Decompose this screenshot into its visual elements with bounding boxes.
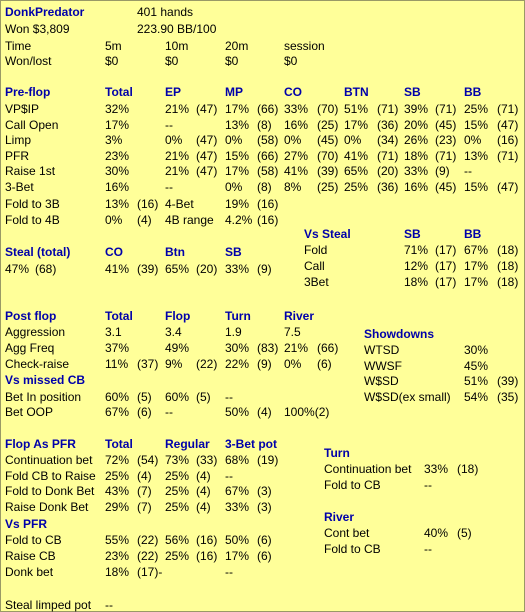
vs-steal-cell: (17) — [435, 259, 457, 273]
postflop-cell: (66) — [317, 341, 339, 355]
postflop-cell: 49% — [165, 341, 190, 355]
preflop-cell: 16% — [284, 117, 309, 132]
river-count: (5) — [457, 526, 472, 540]
vs-pfr-cell: (16) — [196, 549, 218, 563]
preflop-row-label: 3-Bet — [5, 179, 34, 194]
preflop-cell: (25) — [317, 179, 339, 194]
turn-value: 33% — [424, 462, 449, 476]
preflop-cell: 23% — [105, 148, 130, 163]
fold-3b-count: (16) — [137, 197, 159, 211]
showdown-value: 54% — [464, 389, 489, 404]
flop-as-pfr-cell: -- — [225, 468, 233, 483]
steal-col-header: SB — [225, 245, 242, 259]
flop-as-pfr-cell: (4) — [196, 484, 211, 498]
vs-pfr-cell: 23% — [105, 549, 130, 563]
preflop-cell: (45) — [317, 133, 339, 147]
vs-pfr-title: Vs PFR — [5, 517, 48, 531]
postflop-row-label: Agg Freq — [5, 341, 55, 355]
steal-cell: (39) — [137, 262, 159, 276]
showdown-row-label: W$SD(ex small) — [364, 389, 451, 404]
postflop-col-header: Flop — [165, 309, 191, 323]
period-header: session — [284, 39, 325, 53]
fold-4b-value: 0% — [105, 213, 123, 227]
vs-pfr-cell: 50% — [225, 533, 250, 547]
postflop-row-label: Check-raise — [5, 357, 70, 371]
postflop-cell: 3.1 — [105, 325, 122, 339]
preflop-cell: (58) — [257, 133, 279, 147]
preflop-row-label: PFR — [5, 148, 29, 163]
river-row-label: Fold to CB — [324, 542, 381, 556]
postflop-cell: 1.9 — [225, 325, 242, 339]
vs-steal-cell: 12% — [404, 259, 429, 273]
flop-as-pfr-cell: (33) — [196, 453, 218, 467]
postflop-row-label: Aggression — [5, 325, 66, 339]
flop-as-pfr-cell: 33% — [225, 499, 250, 514]
steal-cell: 65% — [165, 262, 190, 276]
preflop-cell: (39) — [317, 164, 339, 178]
preflop-cell: (25) — [317, 117, 339, 132]
preflop-cell: -- — [464, 164, 472, 178]
vs-steal-cell: (18) — [497, 259, 519, 273]
postflop-cell: 3.4 — [165, 325, 182, 339]
vs-pfr-cell: (6) — [257, 533, 272, 547]
preflop-cell: 17% — [344, 117, 369, 132]
four-bet-range-label: 4B range — [165, 213, 214, 227]
missed-cb-cell: -- — [165, 405, 173, 419]
preflop-cell: 13% — [464, 148, 489, 163]
steal-col-header: Btn — [165, 245, 185, 259]
four-bet-label: 4-Bet — [165, 197, 194, 211]
preflop-cell: 17% — [225, 102, 250, 116]
preflop-col-header: Total — [105, 85, 133, 99]
preflop-cell: 16% — [404, 179, 429, 194]
turn-count: (18) — [457, 462, 479, 476]
postflop-cell: 7.5 — [284, 325, 301, 339]
steal-limped-pot-value: -- — [105, 598, 113, 612]
preflop-cell: (20) — [377, 164, 399, 178]
preflop-cell: 26% — [404, 133, 429, 147]
preflop-col-header: SB — [404, 85, 421, 99]
preflop-cell: (8) — [257, 117, 272, 132]
preflop-row-label: VP$IP — [5, 102, 40, 116]
preflop-cell: (45) — [435, 179, 457, 194]
vs-pfr-cell: (22) — [137, 549, 159, 563]
preflop-cell: 0% — [344, 133, 362, 147]
preflop-row-label: Limp — [5, 133, 32, 147]
preflop-cell: 15% — [464, 117, 489, 132]
preflop-cell: 27% — [284, 148, 309, 163]
preflop-cell: 0% — [225, 179, 243, 194]
preflop-cell: 15% — [464, 179, 489, 194]
flop-as-pfr-col-header: 3-Bet pot — [225, 437, 277, 451]
steal-total-count: (68) — [35, 262, 57, 276]
preflop-col-header: CO — [284, 85, 302, 99]
showdown-value: 51% — [464, 374, 489, 388]
preflop-cell: 0% — [165, 133, 183, 147]
flop-as-pfr-cell: 67% — [225, 484, 250, 498]
preflop-cell: (9) — [435, 164, 450, 178]
fold-4b-label: Fold to 4B — [5, 213, 60, 227]
preflop-cell: 41% — [284, 164, 309, 178]
preflop-cell: (71) — [497, 148, 519, 163]
preflop-cell: 33% — [284, 102, 309, 116]
river-value: -- — [424, 542, 432, 556]
vs-pfr-row-label: Fold to CB — [5, 533, 62, 547]
preflop-cell: (36) — [377, 179, 399, 194]
preflop-cell: (71) — [377, 148, 399, 163]
missed-cb-cell: -- — [225, 390, 233, 404]
preflop-cell: (71) — [435, 148, 457, 163]
preflop-cell: (47) — [196, 164, 218, 178]
preflop-col-header: EP — [165, 85, 182, 99]
fold-3b-value: 13% — [105, 197, 130, 211]
flop-as-pfr-col-header: Total — [105, 437, 133, 451]
postflop-cell: (22) — [196, 357, 218, 371]
flop-as-pfr-cell: (4) — [196, 468, 211, 483]
steal-limped-pot-label: Steal limped pot — [5, 598, 92, 612]
flop-as-pfr-cell: 25% — [165, 499, 190, 514]
showdown-count: (39) — [497, 374, 519, 388]
showdown-row-label: W$SD — [364, 374, 399, 388]
vs-steal-cell: 71% — [404, 243, 429, 257]
flop-as-pfr-cell: (7) — [137, 484, 152, 498]
preflop-cell: (47) — [497, 117, 519, 132]
preflop-cell: (70) — [317, 148, 339, 163]
flop-as-pfr-cell: 25% — [105, 468, 130, 483]
preflop-cell: (71) — [497, 102, 519, 116]
vs-steal-row-label: Fold — [304, 243, 328, 257]
period-header: 10m — [165, 39, 189, 53]
preflop-cell: 13% — [225, 117, 250, 132]
fold-4b-count: (4) — [137, 213, 152, 227]
vs-steal-cell: 18% — [404, 275, 429, 289]
preflop-cell: 39% — [404, 102, 429, 116]
river-title: River — [324, 510, 355, 524]
missed-cb-cell: (5) — [137, 390, 152, 404]
bb-per-100: 223.90 BB/100 — [137, 22, 217, 36]
vs-steal-title: Vs Steal — [304, 227, 351, 241]
wonlost-value: $0 — [284, 54, 298, 68]
preflop-cell: (71) — [435, 102, 457, 116]
river-value: 40% — [424, 526, 449, 540]
vs-pfr-cell: (17)- — [137, 565, 163, 579]
turn-value: -- — [424, 478, 432, 492]
missed-cb-cell: 100%(2) — [284, 405, 330, 419]
steal-cell: (9) — [257, 262, 272, 276]
missed-cb-row-label: Bet In position — [5, 390, 82, 404]
postflop-cell: (9) — [257, 357, 272, 371]
vs-pfr-cell: (6) — [257, 549, 272, 563]
preflop-cell: 30% — [105, 164, 130, 178]
fold-3b-label: Fold to 3B — [5, 197, 60, 211]
preflop-cell: 15% — [225, 148, 250, 163]
vs-steal-cell: (17) — [435, 275, 457, 289]
flop-as-pfr-cell: 29% — [105, 499, 130, 514]
preflop-col-header: BTN — [344, 85, 369, 99]
postflop-cell: (83) — [257, 341, 279, 355]
time-label: Time — [5, 39, 32, 53]
postflop-cell: (37) — [137, 357, 159, 371]
vs-pfr-cell: 55% — [105, 533, 130, 547]
preflop-cell: (36) — [377, 117, 399, 132]
preflop-cell: 65% — [344, 164, 369, 178]
flop-as-pfr-cell: (54) — [137, 453, 159, 467]
vs-pfr-row-label: Donk bet — [5, 565, 54, 579]
flop-as-pfr-title: Flop As PFR — [5, 437, 76, 451]
postflop-cell: 0% — [284, 357, 302, 371]
missed-cb-cell: 60% — [165, 390, 190, 404]
preflop-cell: (47) — [497, 179, 519, 194]
postflop-title: Post flop — [5, 309, 57, 323]
preflop-cell: (34) — [377, 133, 399, 147]
vs-missed-cb-title: Vs missed CB — [5, 373, 86, 387]
missed-cb-cell: 50% — [225, 405, 250, 419]
flop-as-pfr-cell: (3) — [257, 499, 272, 514]
postflop-cell: (6) — [317, 357, 332, 371]
turn-row-label: Fold to CB — [324, 478, 381, 492]
flop-as-pfr-cell: (7) — [137, 499, 152, 514]
preflop-cell: 17% — [105, 117, 130, 132]
flop-as-pfr-cell: 72% — [105, 453, 130, 467]
preflop-cell: 32% — [105, 102, 130, 116]
flop-as-pfr-cell: (4) — [196, 499, 211, 514]
preflop-cell: (45) — [435, 117, 457, 132]
preflop-cell: (47) — [196, 133, 218, 147]
preflop-cell: (47) — [196, 148, 218, 163]
player-name: DonkPredator — [5, 5, 85, 19]
preflop-cell: -- — [165, 179, 173, 194]
postflop-col-header: River — [284, 309, 315, 323]
turn-row-label: Continuation bet — [324, 462, 412, 476]
wonlost-value: $0 — [165, 54, 179, 68]
missed-cb-cell: (5) — [196, 390, 211, 404]
flop-as-pfr-row-label: Raise Donk Bet — [5, 499, 89, 514]
preflop-cell: (66) — [257, 148, 279, 163]
preflop-cell: (66) — [257, 102, 279, 116]
vs-steal-cell: (18) — [497, 243, 519, 257]
four-bet-count: (16) — [257, 197, 279, 211]
postflop-cell: 37% — [105, 341, 130, 355]
preflop-cell: 0% — [225, 133, 243, 147]
preflop-row-label: Raise 1st — [5, 164, 56, 178]
vs-pfr-cell: 17% — [225, 549, 250, 563]
showdown-count: (35) — [497, 389, 519, 404]
preflop-cell: (47) — [196, 102, 218, 116]
showdown-value: 45% — [464, 358, 489, 373]
wonlost-label: Won/lost — [5, 54, 52, 68]
preflop-cell: 8% — [284, 179, 302, 194]
showdown-row-label: WTSD — [364, 343, 400, 357]
vs-steal-row-label: 3Bet — [304, 275, 329, 289]
steal-title: Steal (total) — [5, 245, 71, 259]
flop-as-pfr-col-header: Regular — [165, 437, 210, 451]
flop-as-pfr-cell: 25% — [165, 468, 190, 483]
preflop-cell: 33% — [404, 164, 429, 178]
vs-steal-col-header: BB — [464, 227, 482, 241]
won-amount: Won $3,809 — [5, 22, 70, 36]
preflop-title: Pre-flop — [5, 85, 51, 99]
vs-steal-col-header: SB — [404, 227, 421, 241]
steal-total-value: 47% — [5, 262, 30, 276]
preflop-cell: (58) — [257, 164, 279, 178]
preflop-row-label: Call Open — [5, 117, 59, 132]
preflop-cell: 3% — [105, 133, 123, 147]
vs-steal-cell: (17) — [435, 243, 457, 257]
vs-steal-cell: 67% — [464, 243, 489, 257]
flop-as-pfr-cell: (3) — [257, 484, 272, 498]
vs-steal-cell: 17% — [464, 259, 489, 273]
preflop-cell: 16% — [105, 179, 130, 194]
flop-as-pfr-cell: 68% — [225, 453, 250, 467]
missed-cb-row-label: Bet OOP — [5, 405, 54, 419]
flop-as-pfr-cell: 25% — [165, 484, 190, 498]
flop-as-pfr-row-label: Fold to Donk Bet — [5, 484, 95, 498]
preflop-col-header: MP — [225, 85, 243, 99]
flop-as-pfr-row-label: Fold CB to Raise — [5, 468, 96, 483]
vs-pfr-cell: 25% — [165, 549, 190, 563]
vs-steal-cell: 17% — [464, 275, 489, 289]
postflop-col-header: Turn — [225, 309, 251, 323]
preflop-cell: 25% — [344, 179, 369, 194]
flop-as-pfr-cell: (19) — [257, 453, 279, 467]
four-bet-range-value: 4.2% — [225, 213, 253, 227]
postflop-cell: 11% — [105, 357, 129, 371]
preflop-cell: (16) — [497, 133, 519, 147]
preflop-cell: 41% — [344, 148, 369, 163]
preflop-cell: (23) — [435, 133, 457, 147]
preflop-cell: (70) — [317, 102, 339, 116]
missed-cb-cell: 67% — [105, 405, 130, 419]
preflop-cell: 18% — [404, 148, 429, 163]
period-header: 5m — [105, 39, 122, 53]
vs-steal-row-label: Call — [304, 259, 325, 273]
missed-cb-cell: (6) — [137, 405, 152, 419]
wonlost-value: $0 — [105, 54, 119, 68]
steal-col-header: CO — [105, 245, 123, 259]
preflop-cell: 21% — [165, 148, 190, 163]
period-header: 20m — [225, 39, 249, 53]
flop-as-pfr-cell: 73% — [165, 453, 190, 467]
preflop-cell: 0% — [464, 133, 482, 147]
showdown-value: 30% — [464, 343, 489, 357]
vs-pfr-cell: (22) — [137, 533, 159, 547]
turn-title: Turn — [324, 446, 350, 460]
preflop-cell: 17% — [225, 164, 250, 178]
preflop-cell: 51% — [344, 102, 369, 116]
showdowns-title: Showdowns — [364, 327, 434, 341]
hand-count: 401 hands — [137, 5, 194, 19]
vs-steal-cell: (18) — [497, 275, 519, 289]
postflop-cell: 21% — [284, 341, 309, 355]
preflop-cell: 0% — [284, 133, 302, 147]
four-bet-value: 19% — [225, 197, 250, 211]
vs-pfr-cell: (16) — [196, 533, 218, 547]
four-bet-range-count: (16) — [257, 213, 279, 227]
preflop-cell: (71) — [377, 102, 399, 116]
preflop-cell: 25% — [464, 102, 489, 116]
steal-cell: 41% — [105, 262, 130, 276]
vs-pfr-cell: 56% — [165, 533, 190, 547]
preflop-col-header: BB — [464, 85, 482, 99]
vs-pfr-cell: -- — [225, 565, 233, 579]
wonlost-value: $0 — [225, 54, 239, 68]
river-row-label: Cont bet — [324, 526, 370, 540]
steal-cell: 33% — [225, 262, 250, 276]
postflop-cell: 30% — [225, 341, 250, 355]
missed-cb-cell: (4) — [257, 405, 272, 419]
flop-as-pfr-cell: (4) — [137, 468, 152, 483]
preflop-cell: 21% — [165, 102, 190, 116]
missed-cb-cell: 60% — [105, 390, 130, 404]
postflop-col-header: Total — [105, 309, 133, 323]
postflop-cell: 9% — [165, 357, 183, 371]
vs-pfr-row-label: Raise CB — [5, 549, 56, 563]
preflop-cell: 20% — [404, 117, 429, 132]
flop-as-pfr-cell: 43% — [105, 484, 130, 498]
steal-cell: (20) — [196, 262, 218, 276]
preflop-cell: -- — [165, 117, 173, 132]
flop-as-pfr-row-label: Continuation bet — [5, 453, 93, 467]
preflop-cell: (8) — [257, 179, 272, 194]
postflop-cell: 22% — [225, 357, 250, 371]
vs-pfr-cell: 18% — [105, 565, 130, 579]
preflop-cell: 21% — [165, 164, 190, 178]
showdown-row-label: WWSF — [364, 358, 402, 373]
